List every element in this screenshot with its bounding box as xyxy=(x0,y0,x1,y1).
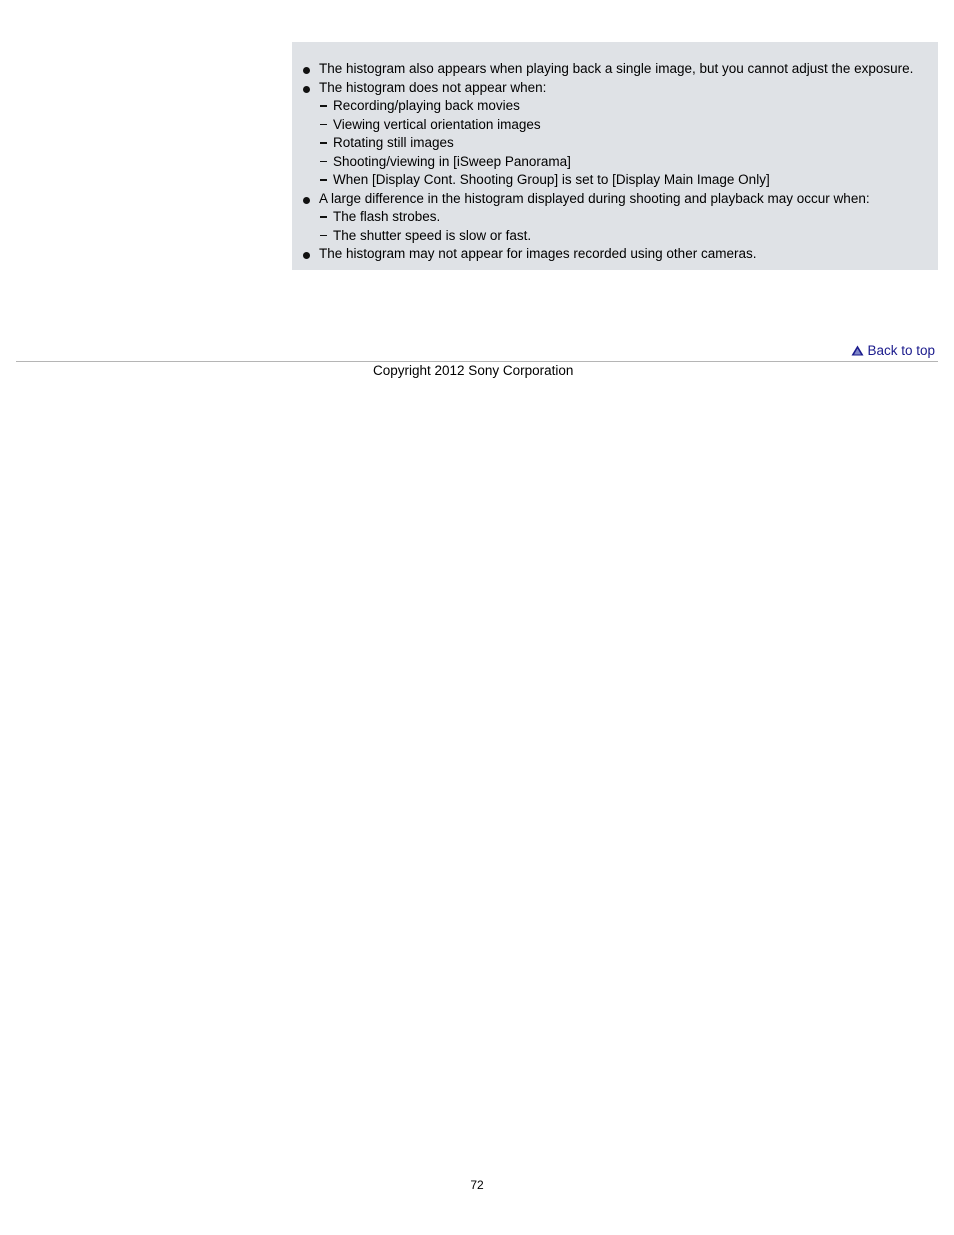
back-to-top-label: Back to top xyxy=(867,343,935,358)
bullet-icon xyxy=(303,86,310,93)
bullet-icon xyxy=(303,197,310,204)
back-to-top-link[interactable] xyxy=(851,343,935,358)
note-item xyxy=(292,79,938,190)
sub-text: When [Display Cont. Shooting Group] is set to [Display Main Image Only] xyxy=(333,172,770,187)
bullet-icon xyxy=(303,252,310,259)
note-item xyxy=(292,245,938,264)
triangle-up-icon xyxy=(851,345,864,356)
dash-icon xyxy=(320,161,327,163)
sub-item xyxy=(319,97,938,116)
dash-icon xyxy=(320,179,327,181)
footer-divider xyxy=(16,361,938,362)
sub-text: Viewing vertical orientation images xyxy=(333,116,541,132)
note-text: A large difference in the histogram displayed during shooting and playback may occur when: xyxy=(319,190,870,206)
note-text: The histogram does not appear when: xyxy=(319,79,547,95)
sub-text: Rotating still images xyxy=(333,135,454,150)
copyright-text: Copyright 2012 Sony Corporation xyxy=(373,363,574,378)
note-item xyxy=(292,190,938,246)
sub-list xyxy=(319,97,938,190)
note-text: The histogram also appears when playing back a single image, but you cannot adjust the exposure. xyxy=(319,61,914,76)
dash-icon xyxy=(320,105,327,107)
sub-item xyxy=(319,153,938,172)
note-item xyxy=(292,60,938,79)
sub-text: Shooting/viewing in [iSweep Panorama] xyxy=(333,153,571,169)
dash-icon xyxy=(320,235,327,237)
sub-item xyxy=(319,116,938,135)
dash-icon xyxy=(320,142,327,144)
note-box xyxy=(292,42,938,270)
bullet-icon xyxy=(303,67,310,74)
sub-item xyxy=(319,171,938,190)
dash-icon xyxy=(320,124,327,126)
sub-item xyxy=(319,227,938,246)
dash-icon xyxy=(320,216,327,218)
sub-item xyxy=(319,134,938,153)
notes-list xyxy=(292,60,938,264)
sub-item xyxy=(319,208,938,227)
sub-list xyxy=(319,208,938,245)
sub-text: The shutter speed is slow or fast. xyxy=(333,227,532,243)
sub-text: The flash strobes. xyxy=(333,209,441,224)
note-text: The histogram may not appear for images recorded using other cameras. xyxy=(319,246,757,261)
sub-text: Recording/playing back movies xyxy=(333,98,520,113)
page-number: 72 xyxy=(470,1178,484,1192)
